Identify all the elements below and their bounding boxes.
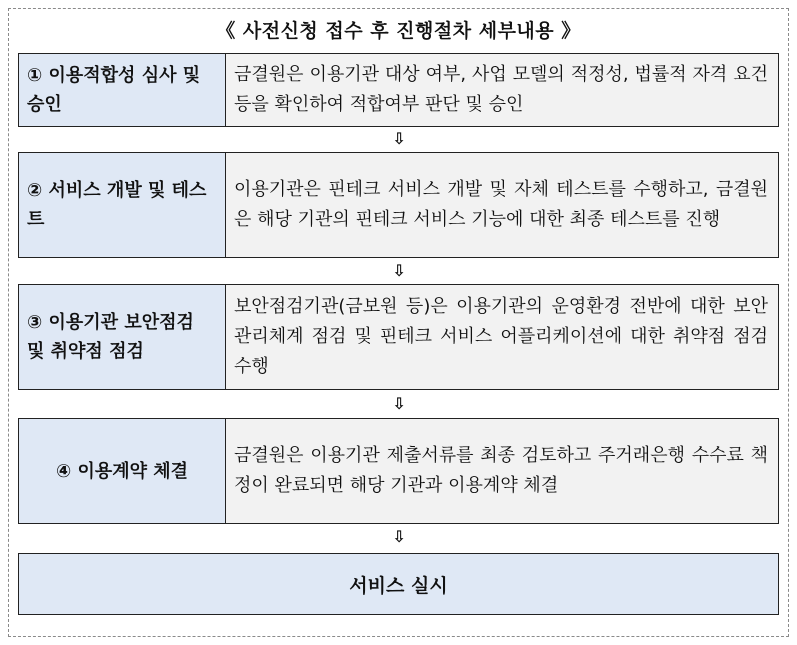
step-2-description: 이용기관은 핀테크 서비스 개발 및 자체 테스트를 수행하고, 금결원은 해당 기관의 핀테크 서비스 기능에 대한 최종 테스트를 진행 [226,153,778,257]
step-3-label: ③ 이용기관 보안점검 및 취약점 점검 [19,285,226,389]
step-4-label: ④ 이용계약 체결 [19,419,226,523]
step-4-description: 금결원은 이용기관 제출서류를 최종 검토하고 주거래은행 수수료 책정이 완료되면 해당 기관과 이용계약 체결 [226,419,778,523]
down-arrow-icon: ⇩ [392,129,406,148]
step-4-box [18,418,779,524]
step-1-box [18,53,779,127]
step-2-box [18,152,779,258]
step-2-label: ② 서비스 개발 및 테스트 [19,153,226,257]
step-3-box [18,284,779,390]
step-1-description: 금결원은 이용기관 대상 여부, 사업 모델의 적정성, 법률적 자격 요건 등을 확인하여 적합여부 판단 및 승인 [226,54,778,126]
page-title: 《 사전신청 접수 후 진행절차 세부내용 》 [216,20,581,42]
final-step-box: 서비스 실시 [18,553,779,615]
down-arrow-icon: ⇩ [392,261,406,280]
step-3-description: 보안점검기관(금보원 등)은 이용기관의 운영환경 전반에 대한 보안관리체계 점검 및 핀테크 서비스 어플리케이션에 대한 취약점 점검 수행 [226,285,778,389]
down-arrow-icon: ⇩ [392,394,406,413]
down-arrow-icon: ⇩ [392,527,406,546]
step-1-label: ① 이용적합성 심사 및 승인 [19,54,226,126]
